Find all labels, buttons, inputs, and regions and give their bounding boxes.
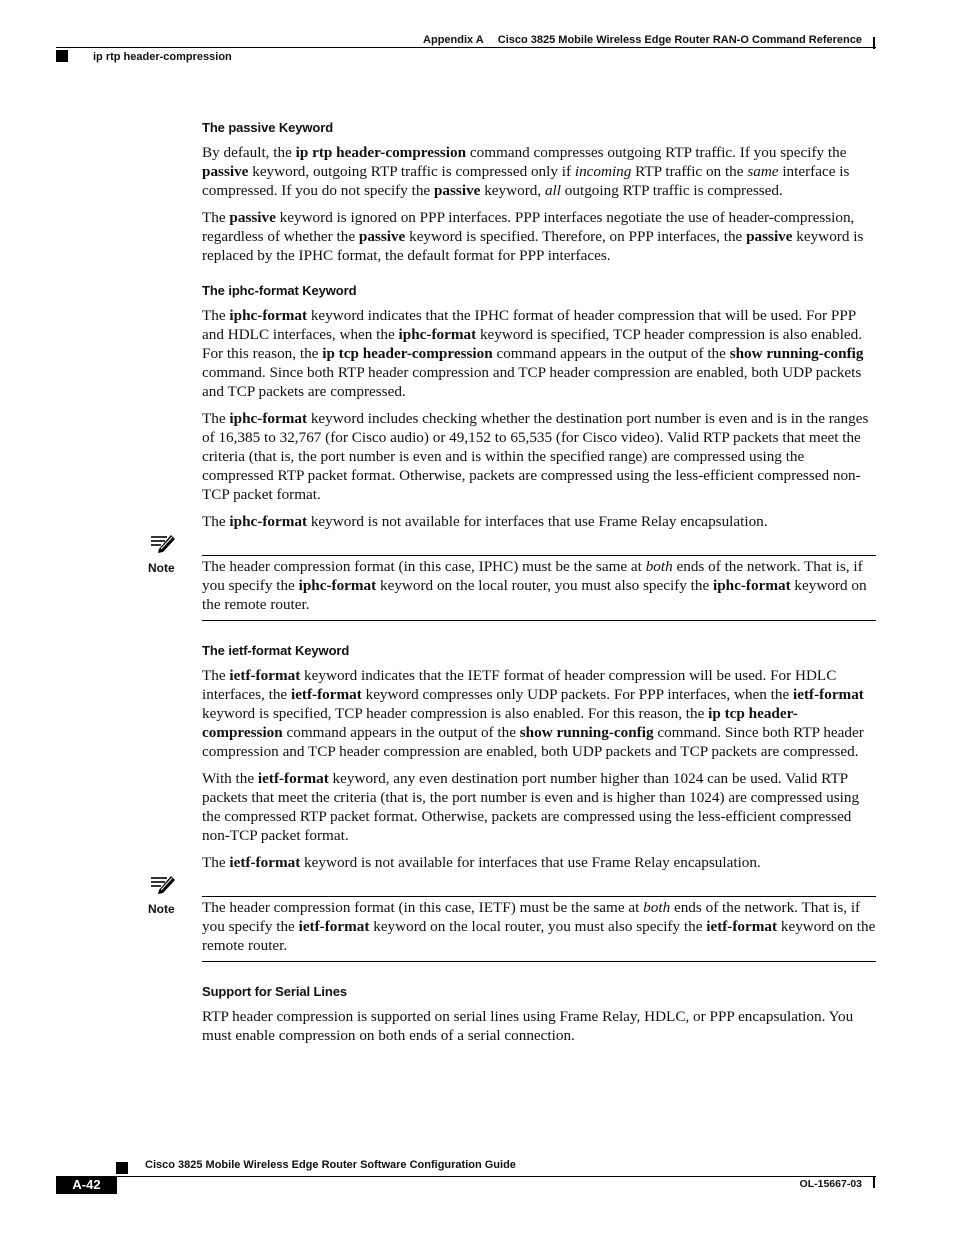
- note-body: [202, 896, 876, 962]
- header-rule: [56, 47, 876, 48]
- text-run: command. Since both RTP header compression and TCP header compression are enabled, both UDP packets and TCP packets are compressed.: [202, 364, 862, 400]
- note-label: Note: [148, 902, 175, 916]
- paragraph: [202, 306, 876, 401]
- bold-keyword: iphc-format: [229, 307, 308, 324]
- text-run: The: [202, 667, 230, 684]
- chapter-title: Cisco 3825 Mobile Wireless Edge Router RAN-O Command Reference: [497, 34, 862, 46]
- text-run: keyword includes checking whether the destination port number is even and is in the ranges of 16,385 to 32,767 (for Cisco audio) or 49,152 to 65,535 (for Cisco video). Valid RTP packets that meet the criteria (that is, the port number is even and is within the specified range) are compressed using the compressed RTP packet format. Otherwise, packets are compressed using the less-efficient compressed non-TCP packet format.: [202, 410, 869, 503]
- italic-emphasis: both: [645, 558, 673, 575]
- footer-tick: [873, 1176, 875, 1188]
- section-heading: The iphc-format Keyword: [202, 283, 357, 298]
- bold-keyword: passive: [433, 182, 481, 199]
- text-run: keyword, outgoing RTP traffic is compressed only if: [248, 163, 575, 180]
- paragraph: [202, 409, 876, 504]
- main-content: [148, 120, 876, 1053]
- text-run: By default, the: [202, 144, 296, 161]
- text-run: keyword is specified, TCP header compression is also enabled. For this reason, the: [202, 705, 709, 722]
- text-run: The: [202, 854, 230, 871]
- document-id: OL-15667-03: [799, 1178, 862, 1190]
- text-run: command appears in the output of the: [492, 345, 730, 362]
- section-heading: The passive Keyword: [202, 120, 334, 135]
- text-run: command appears in the output of the: [282, 724, 520, 741]
- guide-title: Cisco 3825 Mobile Wireless Edge Router Software Configuration Guide: [145, 1159, 516, 1171]
- note-label: Note: [148, 561, 175, 575]
- bold-keyword: iphc-format: [298, 577, 377, 594]
- footer-rule: [116, 1176, 876, 1177]
- bold-keyword: passive: [202, 163, 249, 180]
- italic-emphasis: both: [643, 899, 671, 916]
- italic-emphasis: all: [544, 182, 561, 199]
- bold-keyword: ietf-format: [793, 686, 864, 703]
- text-run: command compresses outgoing RTP traffic. If you specify the: [466, 144, 847, 161]
- text-run: keyword is specified, TCP header compression is also enabled. For this reason, the: [202, 326, 863, 362]
- bold-keyword: passive: [358, 228, 406, 245]
- text-run: ends of the network. That is, if you specify the: [202, 558, 863, 594]
- bold-keyword: iphc-format: [229, 513, 308, 530]
- paragraph: [202, 143, 876, 200]
- text-run: outgoing RTP traffic is compressed.: [561, 182, 783, 199]
- text-run: The: [202, 209, 230, 226]
- section-heading: The ietf-format Keyword: [202, 643, 350, 658]
- text-run: keyword compresses only UDP packets. For PPP interfaces, when the: [361, 686, 794, 703]
- bold-keyword: iphc-format: [713, 577, 791, 594]
- page-number: A-42: [56, 1176, 117, 1194]
- text-run: keyword is specified. Therefore, on PPP interfaces, the: [405, 228, 747, 245]
- italic-emphasis: incoming: [574, 163, 632, 180]
- text-run: keyword on the local router, you must also specify the: [376, 577, 714, 594]
- text-run: interface is compressed. If you do not specify the: [202, 163, 850, 199]
- note-block: [148, 555, 876, 621]
- text-run: keyword indicates that the IETF format of header compression will be used. For HDLC interfaces, the: [202, 667, 837, 703]
- bold-keyword: ietf-format: [229, 854, 301, 871]
- paragraph: [202, 853, 876, 872]
- text-run: keyword is not available for interfaces that use Frame Relay encapsulation.: [300, 854, 761, 871]
- pencil-note-icon: [149, 531, 177, 553]
- bold-keyword: ietf-format: [229, 667, 301, 684]
- note-body: [202, 555, 876, 621]
- text-run: keyword on the remote router.: [202, 577, 867, 613]
- italic-emphasis: same: [747, 163, 779, 180]
- text-run: ends of the network. That is, if you specify the: [202, 899, 861, 935]
- text-run: The header compression format (in this case, IETF) must be the same at: [202, 899, 644, 916]
- command-name: ip rtp header-compression: [93, 51, 232, 63]
- bold-keyword: ietf-format: [290, 686, 362, 703]
- paragraph: [202, 769, 876, 845]
- pencil-note-icon: [149, 872, 177, 894]
- footer-marker: [116, 1162, 128, 1174]
- section-ietf-format: [148, 643, 876, 962]
- text-run: keyword is not available for interfaces that use Frame Relay encapsulation.: [307, 513, 768, 530]
- paragraph: [202, 208, 876, 265]
- header-marker: [56, 50, 68, 62]
- text-run: command. Since both RTP header compression and TCP header compression are enabled, both UDP packets and TCP packets are compressed.: [202, 724, 864, 760]
- header-tick: [873, 37, 875, 49]
- note-block: [148, 896, 876, 962]
- section-passive: [202, 120, 876, 265]
- note-text: [202, 557, 876, 614]
- text-run: The header compression format (in this case, IPHC) must be the same at: [202, 558, 646, 575]
- paragraph: [202, 512, 876, 531]
- paragraph: [202, 666, 876, 761]
- text-run: keyword is replaced by the IPHC format, the default format for PPP interfaces.: [202, 228, 864, 264]
- text-run: keyword is ignored on PPP interfaces. PPP interfaces negotiate the use of header-compression, regardless of whether the: [202, 209, 855, 245]
- bold-keyword: ietf-format: [298, 918, 370, 935]
- text-run: keyword on the remote router.: [202, 918, 876, 954]
- bold-keyword: iphc-format: [229, 410, 308, 427]
- bold-keyword: ip rtp header-compression: [295, 144, 467, 161]
- section-serial-lines: [202, 984, 876, 1045]
- bold-keyword: ip tcp header-compression: [322, 345, 493, 362]
- text-run: RTP traffic on the: [631, 163, 748, 180]
- appendix-label: Appendix A: [423, 34, 484, 46]
- text-run: keyword, any even destination port number higher than 1024 can be used. Valid RTP packets that meet the criteria (that is, the port number is even and is higher than 1024) are compressed using the compressed RTP packet format. Otherwise, packets are compressed using the less-efficient compressed non-TCP packet format.: [202, 770, 860, 844]
- bold-keyword: passive: [229, 209, 276, 226]
- bold-keyword: ietf-format: [257, 770, 329, 787]
- text-run: keyword on the local router, you must also specify the: [369, 918, 707, 935]
- text-run: The: [202, 307, 230, 324]
- bold-keyword: ietf-format: [706, 918, 778, 935]
- bold-keyword: iphc-format: [398, 326, 477, 343]
- text-run: The: [202, 513, 230, 530]
- section-heading: Support for Serial Lines: [202, 984, 347, 999]
- paragraph: [202, 1007, 876, 1045]
- text-run: keyword,: [480, 182, 545, 199]
- text-run: keyword indicates that the IPHC format of header compression that will be used. For PPP and HDLC interfaces, when the: [202, 307, 856, 343]
- note-text: [202, 898, 876, 955]
- text-run: The: [202, 410, 230, 427]
- text-run: RTP header compression is supported on serial lines using Frame Relay, HDLC, or PPP encapsulation. You must enable compression on both ends of a serial connection.: [202, 1008, 854, 1044]
- bold-keyword: show running-config: [729, 345, 864, 362]
- bold-keyword: passive: [746, 228, 793, 245]
- running-header: [423, 34, 862, 46]
- bold-keyword: ip tcp header-compression: [202, 705, 798, 741]
- text-run: With the: [202, 770, 258, 787]
- section-iphc-format: [148, 283, 876, 621]
- bold-keyword: show running-config: [519, 724, 654, 741]
